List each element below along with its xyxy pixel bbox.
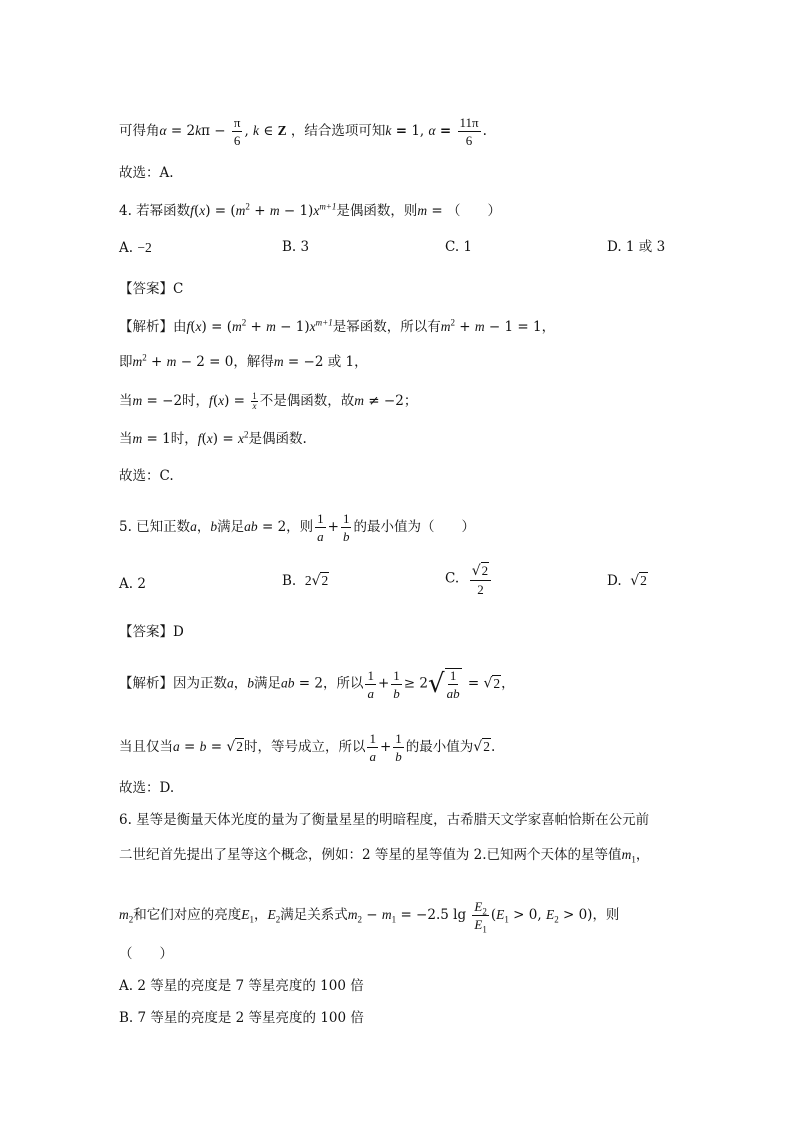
text: ， — [501, 675, 515, 692]
text: C. — [445, 570, 460, 587]
text: ， — [254, 907, 268, 923]
text: 满足 — [217, 519, 245, 535]
q6-line-3: $m_2$和它们对应的亮度$E_1$，$E_2$满足关系式$m_2 - m_1 = -2.5$ lg $\frac{E_2}{E_1}$ ($E_1 > 0$, $E_2 > 0$)，则 — [119, 899, 620, 935]
text: 4. 若幂函数 — [119, 203, 191, 219]
text: ； — [403, 393, 418, 409]
text: 当且仅当 — [119, 739, 173, 755]
q5-answer: 【答案】D — [119, 624, 184, 640]
text: ， — [196, 519, 211, 535]
text: 是偶函数. — [248, 431, 307, 447]
q6-line-1: 6. 星等是衡量天体光度的量为了衡量星星的明暗程度，古希腊天文学家喜帕恰斯在公元前 — [119, 812, 650, 828]
text: 和它们对应的亮度 — [133, 907, 242, 923]
q4-option-a — [119, 241, 152, 256]
text: 是幂函数，所以有 — [332, 319, 441, 335]
text: B. — [282, 573, 297, 589]
q5-option-d: D. √2 — [607, 573, 647, 589]
text: ，则 — [286, 519, 314, 535]
q3-select: 故选：A. — [119, 165, 174, 181]
q4-stem: 4. 若幂函数$f(x) = (m^2 + m - 1)x^{m+1}$是偶函数，则m = （ ） — [119, 201, 502, 219]
text: 时， — [170, 431, 198, 447]
top-solution-line: 可得角α = 2kπ − $\frac{\pi}{6}$ , k ∈ Z ，结合选项可知k = 1, α = $\frac{11\pi}{6}$ . — [119, 115, 487, 148]
text: 【解析】由 — [119, 319, 187, 335]
text: ， — [541, 319, 556, 335]
text: D. — [607, 573, 622, 589]
q4-option-c: C. 1 — [445, 239, 473, 255]
q6-option-b: B. 7 等星的亮度是 2 等星亮度的 100 倍 — [119, 1010, 364, 1026]
q5-stem: 5. 已知正数a，b满足ab = 2，则 $\frac{1}{a}$ + $\frac{1}{b}$ 的最小值为（ ） — [119, 511, 475, 544]
text: 5. 已知正数 — [119, 519, 191, 535]
text: 即 — [119, 354, 133, 370]
text: ，所以 — [322, 675, 364, 692]
text: 是偶函数，则 — [336, 203, 418, 219]
q5-analysis-2: 当且仅当a = b = √2时，等号成立，所以 $\frac{1}{a}$ + $\frac{1}{b}$ 的最小值为√2. — [119, 731, 496, 764]
q4-analysis-3: 当m = −2时，f(x) = $\frac{1}{x}$ 不是偶函数，故m ≠ −2； — [119, 391, 418, 411]
q4-analysis-1: 【解析】由$f(x) = (m^2 + m - 1)x^{m+1}$是幂函数，所以有$m^2 + m - 1 = 1$， — [119, 317, 556, 335]
text: −2 — [137, 240, 152, 255]
q6-option-a: A. 2 等星的亮度是 7 等星亮度的 100 倍 — [119, 978, 364, 994]
text: . — [490, 739, 496, 755]
text: （ ） — [447, 203, 502, 219]
q4-answer: 【答案】C — [119, 281, 184, 297]
q5-analysis-1: 【解析】因为正数a，b满足ab = 2，所以 $\frac{1}{a}$ + $\frac{1}{b}$ ≥ 2√ $\frac{1}{ab}$ = √2， — [119, 667, 515, 701]
text: 当 — [119, 393, 133, 409]
text: ，解得 — [233, 354, 274, 370]
q6-paren: （ ） — [119, 946, 173, 962]
text: 的最小值为 — [405, 739, 474, 755]
q6-line-2: 二世纪首先提出了星等这个概念，例如：2 等星的星等值为 2.已知两个天体的星等值$m_1$， — [119, 847, 650, 865]
q4-option-d: D. 1 或 3 — [607, 239, 666, 255]
q5-option-c: C. $\frac{√2}{2}$ — [445, 562, 493, 596]
text: 满足 — [254, 675, 281, 692]
text: ， — [233, 675, 248, 692]
q4-select: 故选：C. — [119, 468, 174, 484]
text: ，结合选项可知 — [290, 123, 386, 139]
q5-select: 故选：D. — [119, 780, 175, 796]
q4-analysis-2: 即$m^2 + m - 2 = 0$，解得m = −2 或 1， — [119, 352, 368, 370]
q5-option-a: A. 2 — [119, 576, 146, 592]
text: 的最小值为（ ） — [353, 519, 475, 535]
q4-option-b: B. 3 — [282, 239, 310, 255]
text: ，则 — [592, 907, 620, 923]
text: 满足关系式 — [280, 907, 348, 923]
text: 当 — [119, 431, 133, 447]
q5-option-b: B. 2√2 — [282, 573, 329, 589]
text: 时， — [182, 393, 210, 409]
text: 时，等号成立，所以 — [243, 739, 366, 755]
text: 二世纪首先提出了星等这个概念，例如：2 等星的星等值为 2.已知两个天体的星等值 — [119, 847, 622, 863]
text: A. — [119, 240, 138, 256]
text: 可得角 — [119, 123, 160, 139]
text: 或 1， — [327, 354, 368, 370]
text: 不是偶函数，故 — [259, 393, 355, 409]
q4-analysis-4: 当m = 1时，$f(x) = x^2$是偶函数. — [119, 429, 307, 447]
text: . — [482, 123, 487, 139]
text: 【解析】因为正数 — [119, 675, 227, 692]
